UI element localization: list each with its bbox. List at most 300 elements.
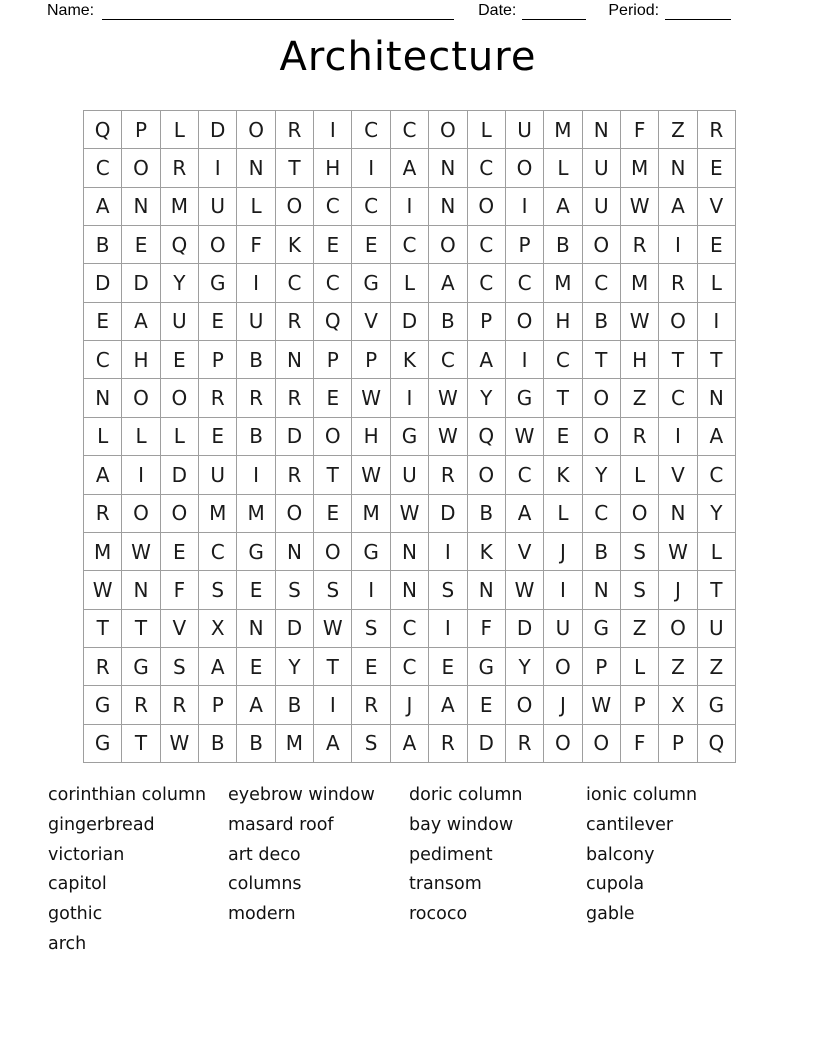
- grid-cell: T: [544, 379, 582, 417]
- name-label: Name:: [47, 2, 95, 19]
- grid-cell: N: [237, 149, 275, 187]
- grid-cell: E: [544, 418, 582, 456]
- grid-cell: B: [237, 341, 275, 379]
- grid-cell: W: [314, 610, 352, 648]
- grid-cell: C: [314, 264, 352, 302]
- worksheet-header: [47, 1, 733, 20]
- grid-cell: Z: [621, 610, 659, 648]
- grid-cell: L: [84, 418, 122, 456]
- grid-cell: C: [544, 341, 582, 379]
- grid-cell: N: [583, 111, 621, 149]
- grid-cell: L: [621, 648, 659, 686]
- grid-cell: K: [276, 226, 314, 264]
- grid-cell: V: [161, 610, 199, 648]
- grid-cell: K: [468, 533, 506, 571]
- grid-cell: I: [314, 111, 352, 149]
- grid-cell: N: [698, 379, 736, 417]
- grid-cell: I: [506, 341, 544, 379]
- grid-cell: E: [352, 226, 390, 264]
- grid-cell: O: [314, 418, 352, 456]
- word-list-item: corinthian column: [48, 785, 207, 805]
- grid-cell: P: [506, 226, 544, 264]
- grid-cell: P: [314, 341, 352, 379]
- grid-cell: N: [122, 188, 160, 226]
- grid-cell: S: [276, 571, 314, 609]
- grid-cell: J: [391, 686, 429, 724]
- grid-cell: R: [698, 111, 736, 149]
- grid-cell: R: [276, 111, 314, 149]
- grid-cell: I: [199, 149, 237, 187]
- grid-cell: A: [698, 418, 736, 456]
- grid-cell: T: [122, 725, 160, 763]
- grid-cell: R: [621, 418, 659, 456]
- grid-cell: C: [314, 188, 352, 226]
- grid-cell: R: [237, 379, 275, 417]
- grid-cell: N: [276, 341, 314, 379]
- grid-cell: E: [84, 303, 122, 341]
- grid-cell: R: [84, 495, 122, 533]
- word-list-item: gingerbread: [48, 814, 155, 835]
- grid-cell: L: [698, 533, 736, 571]
- grid-cell: C: [506, 456, 544, 494]
- grid-cell: L: [698, 264, 736, 302]
- grid-cell: O: [199, 226, 237, 264]
- grid-cell: N: [276, 533, 314, 571]
- grid-cell: R: [276, 456, 314, 494]
- grid-cell: I: [391, 188, 429, 226]
- grid-cell: D: [199, 111, 237, 149]
- grid-cell: F: [621, 111, 659, 149]
- grid-cell: I: [659, 226, 697, 264]
- grid-cell: E: [314, 379, 352, 417]
- word-list-item: cupola: [586, 874, 645, 895]
- grid-cell: I: [237, 264, 275, 302]
- grid-cell: H: [314, 149, 352, 187]
- grid-cell: P: [352, 341, 390, 379]
- grid-cell: D: [429, 495, 467, 533]
- grid-cell: Y: [583, 456, 621, 494]
- grid-cell: G: [352, 533, 390, 571]
- grid-cell: F: [468, 610, 506, 648]
- grid-cell: C: [583, 495, 621, 533]
- grid-cell: C: [352, 111, 390, 149]
- date-blank-line: [522, 4, 586, 20]
- grid-cell: C: [468, 226, 506, 264]
- grid-cell: G: [352, 264, 390, 302]
- grid-cell: W: [506, 418, 544, 456]
- grid-cell: R: [429, 456, 467, 494]
- grid-cell: E: [237, 571, 275, 609]
- grid-cell: A: [468, 341, 506, 379]
- grid-cell: M: [544, 264, 582, 302]
- grid-cell: S: [161, 648, 199, 686]
- grid-cell: U: [237, 303, 275, 341]
- grid-cell: A: [314, 725, 352, 763]
- word-list-item: cantilever: [586, 814, 674, 835]
- grid-cell: K: [544, 456, 582, 494]
- grid-cell: O: [468, 456, 506, 494]
- grid-cell: R: [659, 264, 697, 302]
- grid-cell: O: [314, 533, 352, 571]
- grid-cell: R: [429, 725, 467, 763]
- page-title: Architecture: [279, 34, 537, 80]
- grid-cell: B: [583, 303, 621, 341]
- grid-cell: E: [352, 648, 390, 686]
- grid-cell: U: [698, 610, 736, 648]
- grid-cell: O: [659, 610, 697, 648]
- grid-cell: B: [583, 533, 621, 571]
- grid-cell: D: [468, 725, 506, 763]
- word-list-item: masard roof: [228, 814, 334, 835]
- grid-cell: G: [506, 379, 544, 417]
- word-list-item: capitol: [48, 874, 107, 895]
- grid-cell: L: [237, 188, 275, 226]
- grid-cell: O: [429, 226, 467, 264]
- grid-cell: M: [621, 149, 659, 187]
- word-list-column-1: [48, 781, 206, 960]
- grid-cell: Q: [161, 226, 199, 264]
- grid-cell: R: [506, 725, 544, 763]
- grid-cell: E: [122, 226, 160, 264]
- grid-cell: Z: [659, 111, 697, 149]
- grid-cell: O: [468, 188, 506, 226]
- grid-cell: W: [161, 725, 199, 763]
- grid-cell: O: [122, 149, 160, 187]
- grid-cell: C: [659, 379, 697, 417]
- grid-cell: N: [237, 610, 275, 648]
- grid-cell: P: [621, 686, 659, 724]
- grid-cell: I: [314, 686, 352, 724]
- grid-cell: R: [84, 648, 122, 686]
- grid-cell: L: [161, 418, 199, 456]
- date-label: Date:: [478, 2, 517, 19]
- grid-cell: O: [429, 111, 467, 149]
- grid-cell: Z: [698, 648, 736, 686]
- word-list: [0, 781, 816, 981]
- grid-cell: R: [161, 686, 199, 724]
- grid-cell: S: [621, 571, 659, 609]
- grid-cell: W: [122, 533, 160, 571]
- grid-cell: T: [84, 610, 122, 648]
- word-list-item: transom: [409, 874, 482, 895]
- grid-cell: I: [122, 456, 160, 494]
- grid-cell: C: [391, 648, 429, 686]
- grid-cell: A: [199, 648, 237, 686]
- grid-cell: I: [429, 533, 467, 571]
- grid-cell: P: [199, 686, 237, 724]
- grid-cell: A: [84, 188, 122, 226]
- grid-cell: C: [352, 188, 390, 226]
- grid-cell: Q: [84, 111, 122, 149]
- grid-cell: C: [391, 226, 429, 264]
- grid-cell: M: [352, 495, 390, 533]
- grid-cell: A: [506, 495, 544, 533]
- word-list-column-2: [228, 781, 375, 930]
- word-list-column-4: [586, 781, 697, 930]
- grid-cell: E: [161, 533, 199, 571]
- grid-cell: C: [583, 264, 621, 302]
- grid-cell: E: [161, 341, 199, 379]
- grid-cell: W: [506, 571, 544, 609]
- grid-cell: H: [544, 303, 582, 341]
- grid-cell: W: [583, 686, 621, 724]
- grid-cell: I: [391, 379, 429, 417]
- grid-cell: B: [84, 226, 122, 264]
- word-list-item: rococo: [409, 904, 468, 925]
- grid-cell: N: [429, 188, 467, 226]
- grid-cell: M: [161, 188, 199, 226]
- grid-cell: A: [429, 264, 467, 302]
- grid-cell: P: [468, 303, 506, 341]
- grid-cell: P: [122, 111, 160, 149]
- grid-cell: V: [352, 303, 390, 341]
- grid-cell: M: [84, 533, 122, 571]
- grid-cell: M: [199, 495, 237, 533]
- grid-cell: R: [122, 686, 160, 724]
- grid-cell: F: [621, 725, 659, 763]
- grid-cell: Z: [659, 648, 697, 686]
- grid-cell: U: [506, 111, 544, 149]
- grid-cell: W: [429, 418, 467, 456]
- grid-cell: O: [544, 725, 582, 763]
- grid-cell: W: [659, 533, 697, 571]
- grid-cell: C: [429, 341, 467, 379]
- grid-cell: L: [544, 149, 582, 187]
- grid-cell: C: [199, 533, 237, 571]
- word-list-item: arch: [48, 933, 87, 954]
- grid-cell: N: [583, 571, 621, 609]
- grid-cell: T: [122, 610, 160, 648]
- grid-cell: V: [698, 188, 736, 226]
- grid-cell: E: [314, 495, 352, 533]
- grid-cell: B: [199, 725, 237, 763]
- grid-cell: H: [621, 341, 659, 379]
- grid-cell: C: [391, 111, 429, 149]
- grid-cell: S: [621, 533, 659, 571]
- grid-cell: B: [468, 495, 506, 533]
- grid-cell: T: [659, 341, 697, 379]
- grid-cell: L: [391, 264, 429, 302]
- grid-cell: N: [468, 571, 506, 609]
- grid-cell: O: [506, 686, 544, 724]
- grid-cell: F: [237, 226, 275, 264]
- word-list-item: victorian: [48, 844, 125, 865]
- grid-cell: O: [583, 725, 621, 763]
- grid-cell: G: [698, 686, 736, 724]
- grid-cell: V: [506, 533, 544, 571]
- grid-cell: U: [544, 610, 582, 648]
- grid-cell: G: [583, 610, 621, 648]
- grid-cell: A: [84, 456, 122, 494]
- grid-cell: G: [468, 648, 506, 686]
- grid-cell: B: [429, 303, 467, 341]
- grid-cell: I: [506, 188, 544, 226]
- grid-cell: U: [391, 456, 429, 494]
- grid-cell: R: [276, 303, 314, 341]
- grid-cell: O: [276, 188, 314, 226]
- grid-cell: G: [391, 418, 429, 456]
- grid-cell: L: [468, 111, 506, 149]
- grid-cell: T: [314, 456, 352, 494]
- grid-cell: M: [237, 495, 275, 533]
- grid-cell: T: [314, 648, 352, 686]
- grid-cell: J: [544, 533, 582, 571]
- grid-cell: U: [161, 303, 199, 341]
- grid-cell: Y: [698, 495, 736, 533]
- grid-cell: C: [468, 149, 506, 187]
- grid-cell: G: [84, 686, 122, 724]
- grid-cell: M: [276, 725, 314, 763]
- grid-cell: S: [352, 610, 390, 648]
- grid-cell: D: [506, 610, 544, 648]
- grid-cell: U: [199, 456, 237, 494]
- grid-cell: L: [544, 495, 582, 533]
- grid-cell: Q: [698, 725, 736, 763]
- grid-cell: O: [621, 495, 659, 533]
- grid-cell: V: [659, 456, 697, 494]
- grid-cell: O: [583, 379, 621, 417]
- grid-cell: G: [122, 648, 160, 686]
- grid-cell: J: [544, 686, 582, 724]
- grid-cell: N: [391, 571, 429, 609]
- grid-cell: R: [161, 149, 199, 187]
- grid-cell: D: [84, 264, 122, 302]
- grid-cell: S: [199, 571, 237, 609]
- grid-cell: E: [429, 648, 467, 686]
- grid-cell: E: [199, 303, 237, 341]
- grid-cell: B: [544, 226, 582, 264]
- grid-cell: I: [659, 418, 697, 456]
- grid-cell: T: [276, 149, 314, 187]
- word-list-item: balcony: [586, 844, 655, 865]
- grid-cell: C: [391, 610, 429, 648]
- grid-cell: S: [429, 571, 467, 609]
- grid-cell: I: [544, 571, 582, 609]
- grid-cell: A: [237, 686, 275, 724]
- grid-cell: Z: [621, 379, 659, 417]
- word-list-item: pediment: [409, 844, 493, 865]
- grid-cell: B: [237, 725, 275, 763]
- word-list-item: gothic: [48, 904, 103, 925]
- grid-cell: W: [621, 188, 659, 226]
- grid-cell: U: [583, 149, 621, 187]
- grid-cell: X: [199, 610, 237, 648]
- grid-cell: H: [352, 418, 390, 456]
- grid-cell: O: [122, 379, 160, 417]
- grid-cell: W: [352, 379, 390, 417]
- grid-cell: A: [122, 303, 160, 341]
- grid-cell: Q: [468, 418, 506, 456]
- grid-cell: R: [276, 379, 314, 417]
- word-list-item: eyebrow window: [228, 785, 375, 805]
- grid-cell: A: [391, 149, 429, 187]
- grid-cell: Y: [468, 379, 506, 417]
- grid-cell: R: [352, 686, 390, 724]
- grid-cell: W: [429, 379, 467, 417]
- grid-cell: Y: [161, 264, 199, 302]
- grid-cell: E: [237, 648, 275, 686]
- grid-cell: D: [122, 264, 160, 302]
- grid-cell: W: [352, 456, 390, 494]
- grid-cell: C: [84, 341, 122, 379]
- grid-cell: A: [544, 188, 582, 226]
- grid-cell: I: [698, 303, 736, 341]
- grid-cell: O: [506, 303, 544, 341]
- word-list-column-3: [409, 781, 522, 930]
- name-blank-line: [102, 4, 454, 20]
- grid-cell: O: [276, 495, 314, 533]
- grid-cell: S: [314, 571, 352, 609]
- grid-cell: E: [698, 226, 736, 264]
- grid-cell: I: [237, 456, 275, 494]
- grid-cell: I: [352, 149, 390, 187]
- grid-cell: C: [276, 264, 314, 302]
- grid-cell: L: [161, 111, 199, 149]
- grid-cell: G: [199, 264, 237, 302]
- grid-cell: D: [161, 456, 199, 494]
- grid-cell: P: [583, 648, 621, 686]
- grid-cell: O: [237, 111, 275, 149]
- grid-cell: C: [698, 456, 736, 494]
- grid-cell: D: [391, 303, 429, 341]
- grid-cell: A: [429, 686, 467, 724]
- grid-cell: I: [352, 571, 390, 609]
- grid-cell: O: [161, 495, 199, 533]
- grid-cell: E: [199, 418, 237, 456]
- grid-cell: B: [237, 418, 275, 456]
- grid-cell: U: [199, 188, 237, 226]
- word-list-item: modern: [228, 904, 296, 925]
- grid-cell: W: [621, 303, 659, 341]
- grid-cell: M: [544, 111, 582, 149]
- word-list-item: ionic column: [586, 785, 698, 805]
- grid-cell: Q: [314, 303, 352, 341]
- grid-cell: O: [659, 303, 697, 341]
- grid-cell: G: [237, 533, 275, 571]
- word-search-grid: [83, 110, 736, 763]
- word-list-item: bay window: [409, 814, 514, 835]
- grid-cell: C: [84, 149, 122, 187]
- grid-cell: G: [84, 725, 122, 763]
- grid-cell: T: [583, 341, 621, 379]
- word-list-item: art deco: [228, 844, 301, 865]
- grid-cell: R: [199, 379, 237, 417]
- period-label: Period:: [608, 2, 660, 19]
- grid-cell: Y: [506, 648, 544, 686]
- grid-cell: M: [621, 264, 659, 302]
- grid-cell: O: [122, 495, 160, 533]
- grid-cell: C: [468, 264, 506, 302]
- grid-cell: L: [122, 418, 160, 456]
- grid-cell: D: [276, 610, 314, 648]
- grid-cell: W: [84, 571, 122, 609]
- grid-cell: F: [161, 571, 199, 609]
- grid-cell: N: [122, 571, 160, 609]
- grid-cell: A: [659, 188, 697, 226]
- grid-cell: T: [698, 571, 736, 609]
- grid-cell: C: [506, 264, 544, 302]
- grid-cell: U: [583, 188, 621, 226]
- grid-cell: K: [391, 341, 429, 379]
- grid-cell: N: [659, 149, 697, 187]
- grid-cell: O: [583, 226, 621, 264]
- grid-cell: J: [659, 571, 697, 609]
- grid-cell: P: [199, 341, 237, 379]
- grid-cell: S: [352, 725, 390, 763]
- grid-cell: O: [544, 648, 582, 686]
- grid-cell: E: [698, 149, 736, 187]
- grid-cell: D: [276, 418, 314, 456]
